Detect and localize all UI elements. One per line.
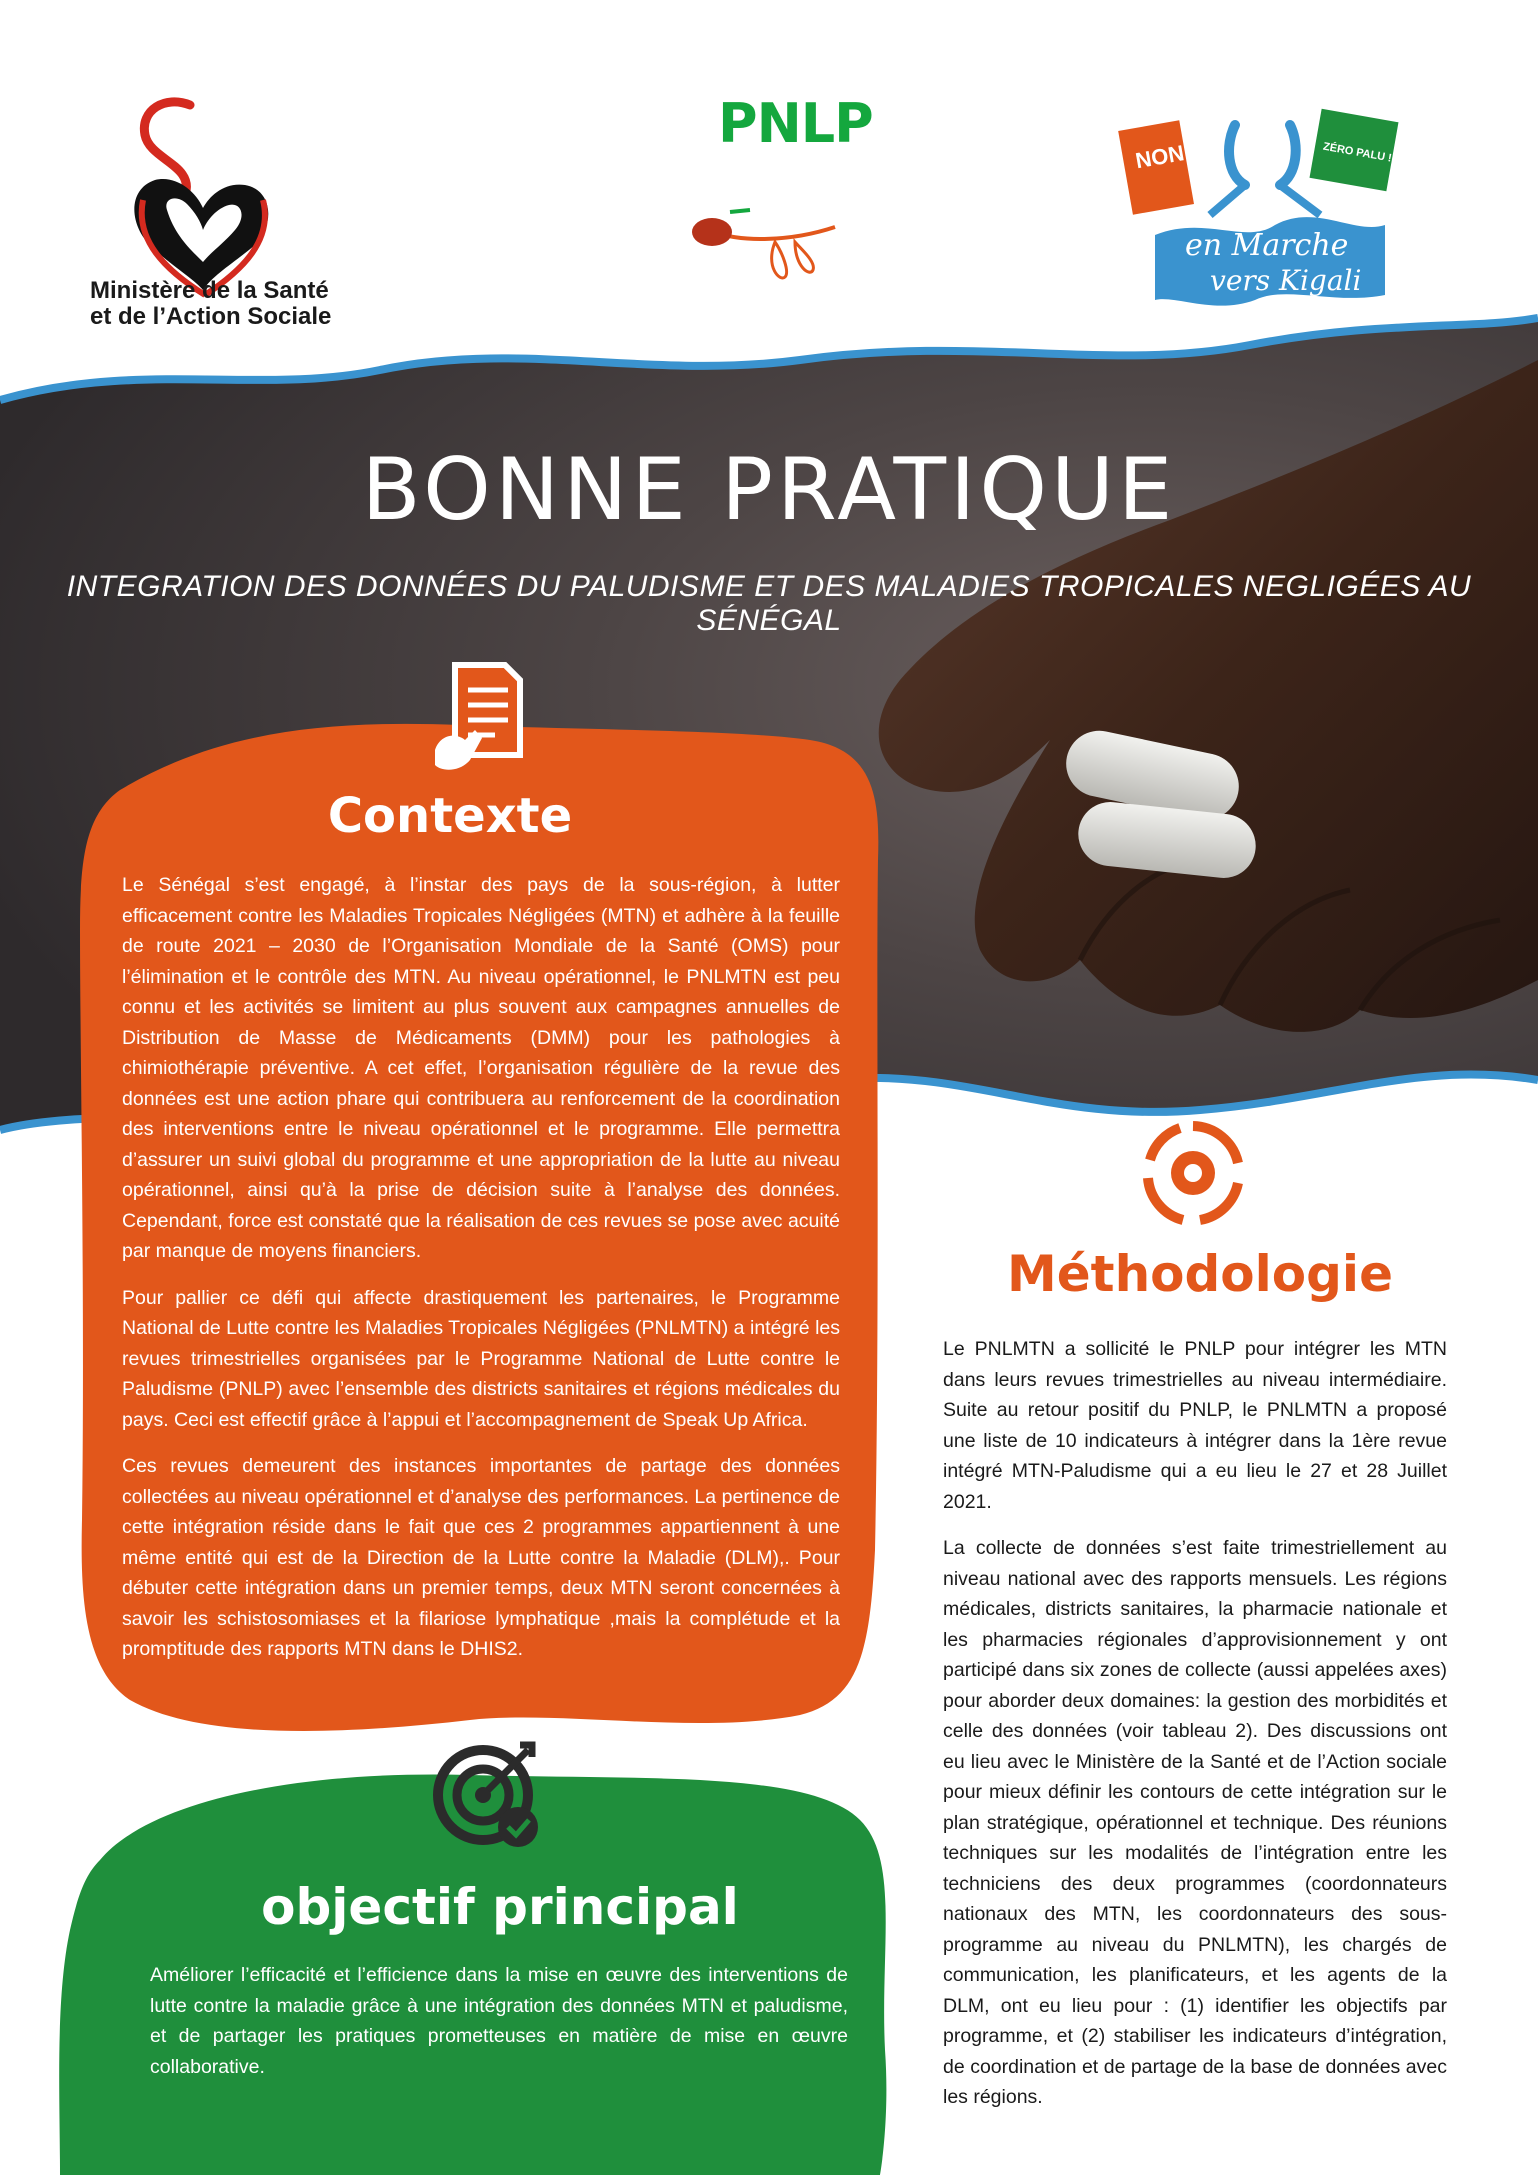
document-hand-icon [430, 660, 530, 780]
contexte-paragraph: Ces revues demeurent des instances importantes de partage des données collectées au niveau opérationnel et d’analyse des performances. La pertinence de cette intégration réside dans le fait que ces 2 programmes appartiennent à une même entité qui est de la Direction de la Lutte contre la Maladie (DLM),. Pour débuter cette intégration dans un premier temps, deux MTN seront concernées à savoir les schistosomiases et la filariose lymphatique ,mais la complétude et la promptitude des rapports MTN dans le DHIS2. [122, 1455, 840, 1660]
ministry-name-line1: Ministère de la Santé [90, 277, 329, 304]
objectif-title: objectif principal [261, 1878, 739, 1936]
methodologie-body [943, 1334, 1447, 2129]
objectif-body: Améliorer l’efficacité et l’efficience dans la mise en œuvre des interventions de lutte contre la maladie grâce à une intégration des données MTN et paludisme, et de partager les pratiques prometteuses en matière de mise en œuvre collaborative. [150, 1964, 848, 2078]
ministry-name [90, 278, 410, 330]
contexte-title: Contexte [327, 788, 573, 844]
kigali-sign-right: ZÉRO PALU ! [1322, 140, 1393, 165]
methodologie-title: Méthodologie [1007, 1245, 1393, 1303]
contexte-paragraph: Le Sénégal s’est engagé, à l’instar des pays de la sous-région, à lutter efficacement contre les Maladies Tropicales Négligées (MTN) et adhère à la feuille de route 2021 – 2030 de l’Organisation Mondiale de la Santé (OMS) pour l’élimination et le contrôle des MTN. Au niveau opérationnel, le PNLMTN est peu connu et les activités se limitent au plus souvent aux campagnes annuelles de Distribution de Masse de Médicaments (DMM) pour les pathologies à chimiothérapie préventive. A cet effet, l’organisation régulière de la revue des données est une action phare qui contribuera au renforcement de la coordination des interventions entre le niveau opérationnel et le programme. Elle permettra d’assurer un suivi global du programme et une appropriation de la lutte au niveau opérationnel, ainsi qu’à la prise de décision suite à l’analyse des données. Cependant, force est constaté que la réalisation de ces revues se pose avec acuité par manque de moyens financiers. [122, 874, 840, 1262]
ministry-name-line2: et de l’Action Sociale [90, 303, 332, 330]
pnlp-logo-text: PNLP [718, 92, 873, 155]
target-check-icon [428, 1735, 548, 1855]
kigali-sign-left: NON [1133, 140, 1186, 174]
cycle-gear-icon [1138, 1118, 1248, 1228]
page-subtitle: INTEGRATION DES DONNÉES DU PALUDISME ET DES MALADIES TROPICALES NEGLIGÉES AU SÉNÉGAL [66, 570, 1472, 637]
methodologie-paragraph: La collecte de données s’est faite trimestriellement au niveau national avec des rapports mensuels. Les régions médicales, districts sanitaires, la pharmacie nationale et les pharmacies régionales d’approvisionnement y ont participé dans six zones de collecte (aussi appelées axes) pour aborder deux domaines: la gestion des morbidités et celle des données (voir tableau 2). Des discussions ont eu lieu avec le Ministère de la Santé et de l’Action sociale pour mieux définir les contours de cette intégration sur le plan stratégique, opérationnel et technique. Des réunions techniques sur les modalités de l’intégration entre les techniciens des deux programmes (coordonnateurs nationaux des MTN, les coordonnateurs des sous-programme au niveau du PNLMTN), les chargés de communication, les planificateurs, et les agents de la DLM, ont eu lieu pour : (1) identifier les objectifs par programme, et (2) stabiliser les indicateurs d’intégration, de coordination et de partage de la base de données avec les régions. [943, 1537, 1447, 2108]
contexte-body [122, 870, 840, 1681]
kigali-badge-line2: vers Kigali [1210, 264, 1362, 297]
kigali-badge-logo [1115, 85, 1415, 325]
kigali-badge-line1: en Marche [1185, 228, 1349, 263]
page-title: BONNE PRATIQUE [361, 440, 1177, 540]
methodologie-paragraph: Le PNLMTN a sollicité le PNLP pour intégrer les MTN dans leurs revues trimestrielles au niveau intermédiaire. Suite au retour positif du PNLP, le PNLMTN a proposé une liste de 10 indicateurs à intégrer dans la 1ère revue intégré MTN-Paludisme qui a eu lieu le 27 et 28 Juillet 2021. [943, 1338, 1447, 1513]
contexte-paragraph: Pour pallier ce défi qui affecte drastiquement les partenaires, le Programme National de Lutte contre les Maladies Tropicales Négligées (PNLMTN) a intégré les revues trimestrielles organisées par le Programme National de Lutte contre le Paludisme (PNLP) avec l’ensemble des districts sanitaires et régions médicales du pays. Ceci est effectif grâce à l’appui et l’accompagnement de Speak Up Africa. [122, 1286, 840, 1431]
